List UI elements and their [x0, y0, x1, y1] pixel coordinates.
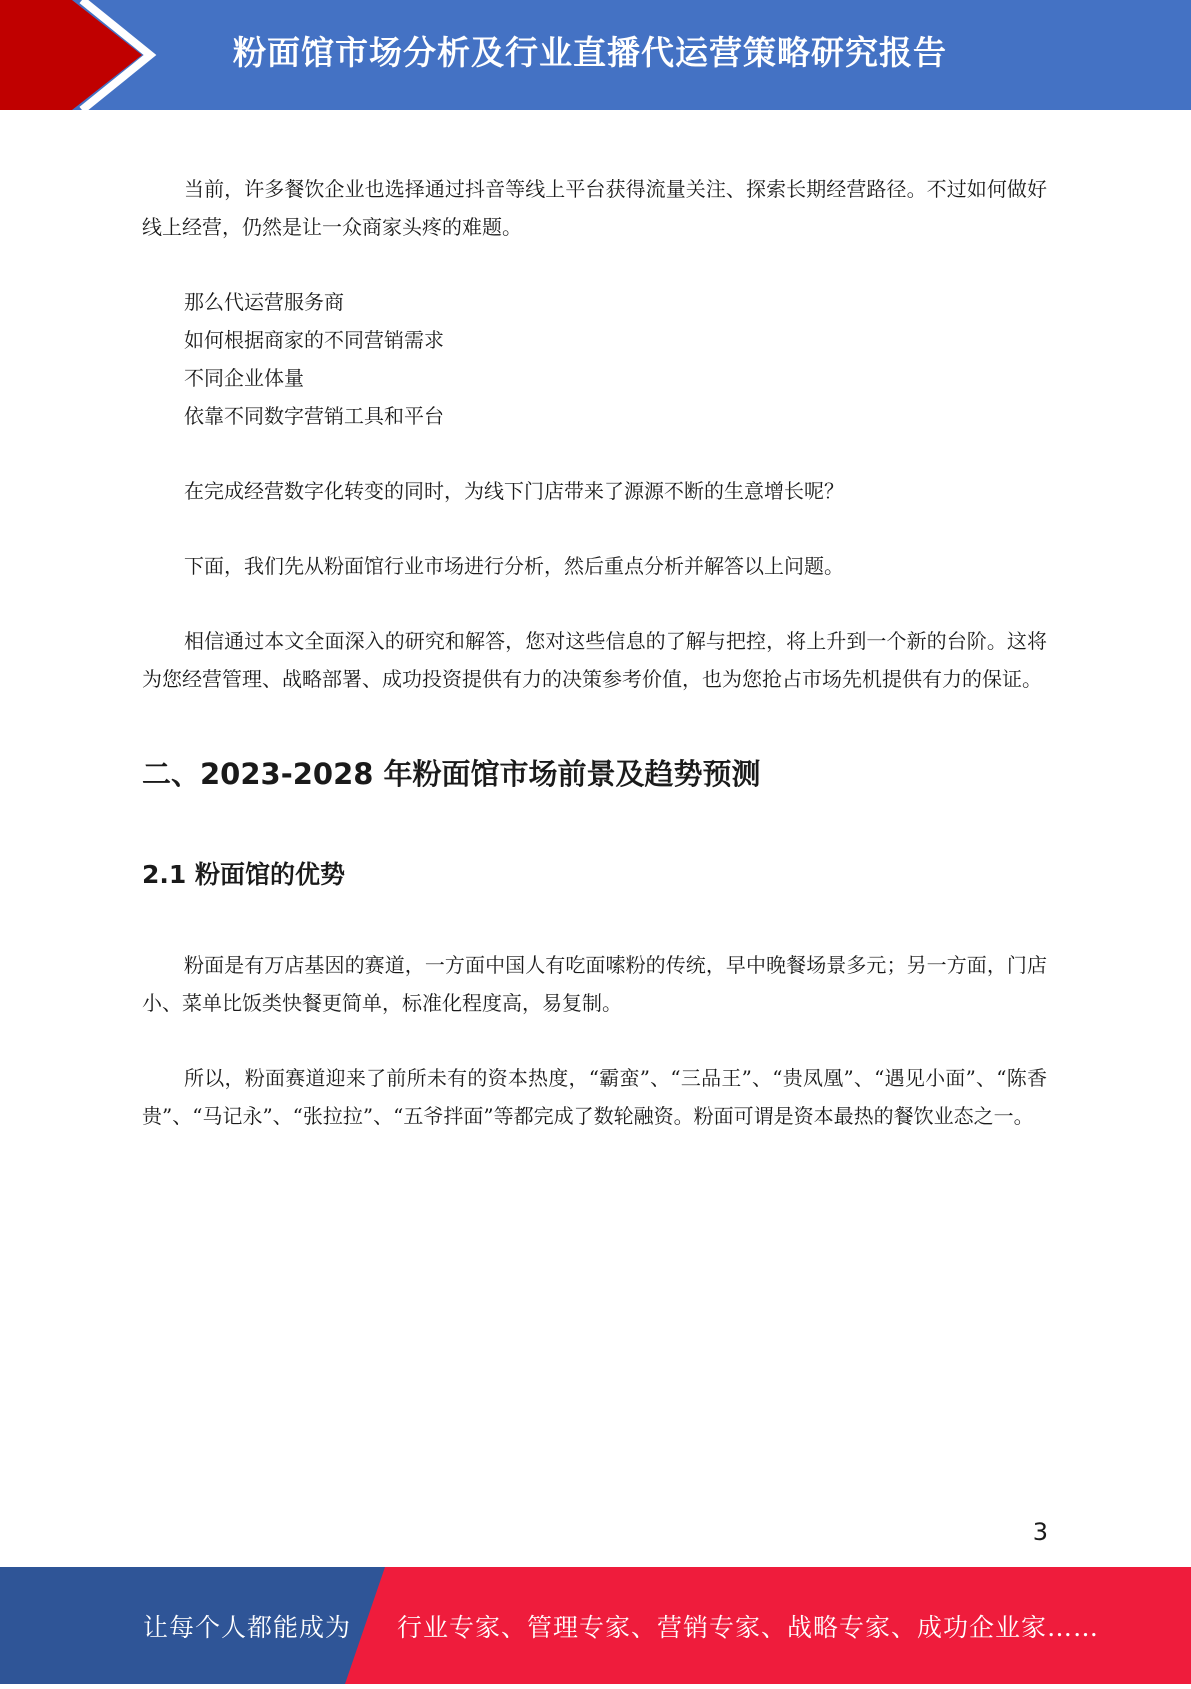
paragraph: 所以，粉面赛道迎来了前所未有的资本热度，“霸蛮”、“三品王”、“贵凤凰”、“遇见小面”、“陈香贵”、“马记永”、“张拉拉”、“五爷拌面”等都完成了数轮融资。粉面可谓是资本最热的餐饮业态之一。 [142, 1066, 1047, 1128]
section-heading: 二、2023-2028 年粉面馆市场前景及趋势预测 [142, 757, 761, 791]
page-content [142, 170, 1047, 1135]
question-list [142, 283, 1047, 435]
footer-slogan-left: 让每个人都能成为 [143, 1613, 352, 1642]
page-number: 3 [1032, 1518, 1048, 1546]
document-title: 粉面馆市场分析及行业直播代运营策略研究报告 [233, 33, 947, 72]
list-item: 依靠不同数字营销工具和平台 [184, 404, 444, 428]
paragraph: 粉面是有万店基因的赛道，一方面中国人有吃面嗦粉的传统，早中晚餐场景多元；另一方面，门店小、菜单比饭类快餐更简单，标准化程度高，易复制。 [142, 953, 1047, 1015]
list-item: 如何根据商家的不同营销需求 [184, 328, 444, 352]
paragraph: 当前，许多餐饮企业也选择通过抖音等线上平台获得流量关注、探索长期经营路径。不过如何做好线上经营，仍然是让一众商家头疼的难题。 [142, 177, 1047, 239]
footer-banner [0, 1567, 1191, 1684]
paragraph: 下面，我们先从粉面馆行业市场进行分析，然后重点分析并解答以上问题。 [184, 554, 844, 578]
list-item: 不同企业体量 [184, 366, 304, 390]
list-item: 那么代运营服务商 [184, 290, 344, 314]
paragraph: 在完成经营数字化转变的同时，为线下门店带来了源源不断的生意增长呢？ [184, 479, 844, 503]
footer-slogan-right: 行业专家、管理专家、营销专家、战略专家、成功企业家…… [397, 1613, 1100, 1642]
subsection-heading: 2.1 粉面馆的优势 [142, 860, 345, 889]
header-banner [0, 0, 1191, 110]
paragraph: 相信通过本文全面深入的研究和解答，您对这些信息的了解与把控，将上升到一个新的台阶。这将为您经营管理、战略部署、成功投资提供有力的决策参考价值，也为您抢占市场先机提供有力的保证。 [142, 629, 1047, 691]
chevron-arrow-icon [0, 0, 160, 110]
